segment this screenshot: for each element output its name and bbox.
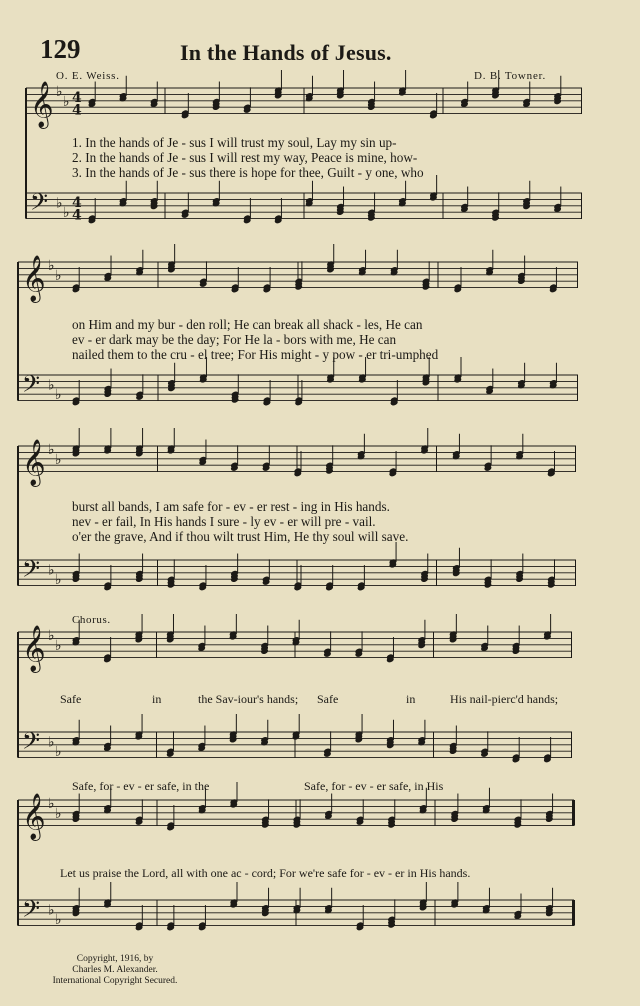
chorus-final-line: Let us praise the Lord, all with one ac - cord; For we're safe for - ev - er in His hands. bbox=[60, 866, 471, 880]
author-credit: O. E. Weiss. bbox=[56, 70, 120, 82]
verse1-line2: on Him and my bur - den roll; He can break all shack - les, He can bbox=[72, 317, 423, 332]
hymn-title: In the Hands of Jesus. bbox=[180, 40, 392, 65]
time-signature-bottom: 4 bbox=[72, 207, 82, 224]
flat-sign-icon: ♭ bbox=[56, 84, 63, 101]
verse1-line1: 1. In the hands of Je - sus I will trust my soul, Lay my sin up- bbox=[72, 135, 397, 150]
copyright-line-2: Charles M. Alexander. bbox=[72, 965, 158, 975]
bass-clef-icon: 𝄢 bbox=[22, 370, 41, 404]
flat-sign-icon: ♭ bbox=[63, 205, 70, 222]
composer-credit: D. B. Towner. bbox=[474, 70, 547, 82]
bass-clef-icon: 𝄢 bbox=[22, 555, 41, 589]
treble-clef-icon: 𝄞 bbox=[30, 81, 54, 128]
flat-sign-icon: ♭ bbox=[55, 572, 62, 589]
chorus-word-in-2: in bbox=[406, 692, 416, 706]
flat-sign-icon: ♭ bbox=[63, 93, 70, 110]
chorus-word-saviours-hands: the Sav-iour's hands; bbox=[198, 692, 299, 706]
verse3-line2: nailed them to the cru - el tree; For His might - y pow - er tri-umphed bbox=[72, 347, 439, 362]
flat-sign-icon: ♭ bbox=[48, 902, 55, 919]
copyright-line-1: Copyright, 1916, by bbox=[76, 954, 154, 964]
verse1-line3: burst all bands, I am safe for - ev - er rest - ing in His hands. bbox=[72, 499, 390, 514]
chorus-word-safe-2: Safe bbox=[317, 692, 339, 706]
flat-sign-icon: ♭ bbox=[48, 734, 55, 751]
flat-sign-icon: ♭ bbox=[55, 451, 62, 468]
chorus-word-in-1: in bbox=[152, 692, 162, 706]
flat-sign-icon: ♭ bbox=[55, 267, 62, 284]
chorus-bass-line-1: Safe, for - ev - er safe, in the bbox=[72, 779, 210, 793]
flat-sign-icon: ♭ bbox=[55, 805, 62, 822]
chorus-label: Chorus. bbox=[72, 614, 111, 626]
chorus-bass-line-2: Safe, for - ev - er safe, in His bbox=[304, 779, 444, 793]
verse3-line1: 3. In the hands of Je - sus there is hope for thee, Guilt - y one, who bbox=[72, 165, 424, 180]
flat-sign-icon: ♭ bbox=[48, 628, 55, 645]
chorus-word-nail-pierced-hands: His nail-pierc'd hands; bbox=[450, 692, 559, 706]
bass-clef-icon: 𝄢 bbox=[22, 895, 41, 929]
time-signature-top: 4 bbox=[72, 89, 82, 106]
flat-sign-icon: ♭ bbox=[48, 562, 55, 579]
time-signature-bottom: 4 bbox=[72, 102, 82, 119]
flat-sign-icon: ♭ bbox=[48, 377, 55, 394]
flat-sign-icon: ♭ bbox=[56, 195, 63, 212]
treble-clef-icon: 𝄞 bbox=[22, 625, 46, 672]
bass-clef-icon: 𝄢 bbox=[30, 188, 49, 222]
copyright-line-3: International Copyright Secured. bbox=[52, 976, 178, 986]
verse2-line3: nev - er fail, In His hands I sure - ly ev - er will pre - vail. bbox=[72, 514, 376, 529]
verse2-line1: 2. In the hands of Je - sus I will rest my way, Peace is mine, how- bbox=[72, 150, 418, 165]
chorus-word-safe-1: Safe bbox=[60, 692, 82, 706]
hymn-number: 129 bbox=[40, 34, 81, 64]
flat-sign-icon: ♭ bbox=[48, 258, 55, 275]
bass-clef-icon: 𝄢 bbox=[22, 727, 41, 761]
flat-sign-icon: ♭ bbox=[48, 796, 55, 813]
flat-sign-icon: ♭ bbox=[48, 442, 55, 459]
time-signature-top: 4 bbox=[72, 194, 82, 211]
copyright-notice bbox=[30, 954, 200, 987]
flat-sign-icon: ♭ bbox=[55, 912, 62, 929]
treble-clef-icon: 𝄞 bbox=[22, 255, 46, 302]
flat-sign-icon: ♭ bbox=[55, 637, 62, 654]
verse3-line3: o'er the grave, And if thou wilt trust Him, He thy soul will save. bbox=[72, 529, 409, 544]
flat-sign-icon: ♭ bbox=[55, 744, 62, 761]
verse2-line2: ev - er dark may be the day; For He la - bors with me, He can bbox=[72, 332, 397, 347]
treble-clef-icon: 𝄞 bbox=[22, 793, 46, 840]
treble-clef-icon: 𝄞 bbox=[22, 439, 46, 486]
flat-sign-icon: ♭ bbox=[55, 387, 62, 404]
